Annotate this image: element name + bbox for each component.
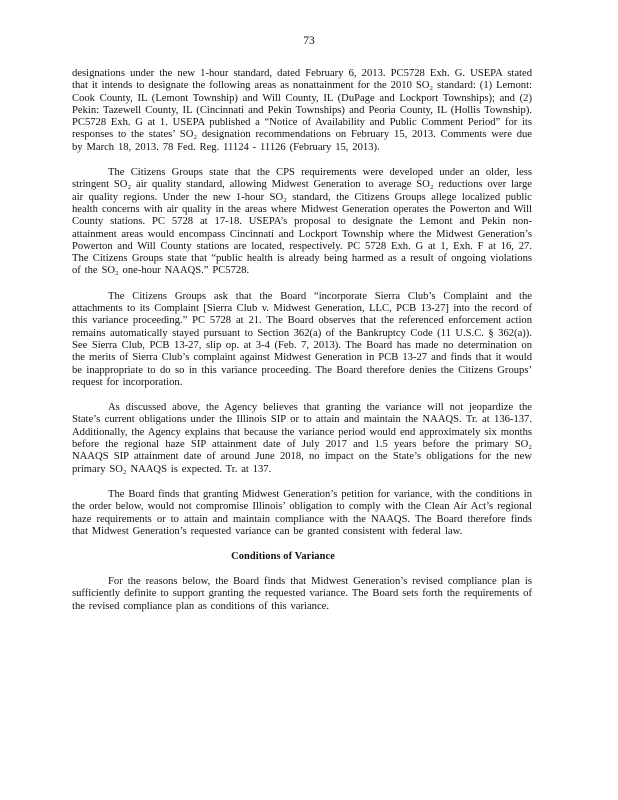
page-number: 73: [303, 35, 315, 47]
paragraph-designations: designations under the new 1-hour standard, dated February 6, 2013. PC5728 Exh. G. USEPA stated that it intends to designate the following areas as nonattainment for the 2010 SO₂ standard: (1) Lemont: Cook County, IL (Lemont Township) and Will County, IL (DuPage and Lockport Townships); and (2) Pekin: Tazewell County, IL (Cincinnati and Pekin Townships) and Peoria County, IL (Hollis Township). PC5728 Exh. G at 1. USEPA published a “Notice of Availability and Public Comment Period” for its responses to the states’ SO₂ designation recommendations on February 15, 2013. Comments were due by March 18, 2013. 78 Fed. Reg. 11124 - 11126 (February 15, 2013).: [72, 68, 532, 153]
paragraph-agency-sip: As discussed above, the Agency believes that granting the variance will not jeopardize the State’s current obligations under the Illinois SIP or to attain and maintain the NAAQS. Tr. at 136-137. Additionally, the Agency explains that because the variance period would end approximately six months before the regional haze SIP attainment date of July 2017 and 1.5 years before the primary SO₂ NAAQS SIP attainment date of around June 2018, no impact on the State’s obligations for the new primary SO₂ NAAQS is expected. Tr. at 137.: [72, 402, 532, 475]
paragraph-incorporation-request: The Citizens Groups ask that the Board “incorporate Sierra Club’s Complaint and the attachments to its Complaint [Sierra Club v. Midwest Generation, LLC, PCB 13-27] into the record of this variance proceeding.” PC 5728 at 21. The Board observes that the referenced enforcement action remains automatically stayed pursuant to Section 362(a) of the Bankruptcy Code (11 U.S.C. § 362(a)). See Sierra Club, PCB 13-27, slip op. at 3-4 (Feb. 7, 2013). The Board has made no determination on the merits of Sierra Club’s complaint against Midwest Generation in PCB 13-27 and finds that it would be inappropriate to do so in this variance proceeding. The Board therefore denies the Citizens Groups’ request for incorporation.: [72, 290, 532, 388]
section-heading-text: Conditions of Variance: [231, 551, 335, 563]
document-body: [72, 68, 532, 626]
section-heading: [72, 551, 532, 562]
paragraph-board-finding: The Board finds that granting Midwest Generation’s petition for variance, with the conditions in the order below, would not compromise Illinois’ obligation to comply with the Clean Air Act’s regional haze requirements or to attain and maintain compliance with the NAAQS. The Board therefore finds that Midwest Generation’s requested variance can be granted consistent with federal law.: [72, 488, 532, 537]
paragraph-compliance-plan: For the reasons below, the Board finds that Midwest Generation’s revised compliance plan is sufficiently definite to support granting the requested variance. The Board sets forth the requirements of the revised compliance plan as conditions of this variance.: [72, 576, 532, 612]
paragraph-citizens-groups-cps: The Citizens Groups state that the CPS requirements were developed under an older, less stringent SO₂ air quality standard, allowing Midwest Generation to average SO₂ reductions over large air quality regions. Under the new 1-hour SO₂ standard, the Citizens Groups allege localized public health concerns with air quality in the areas where Midwest Generation operates the Powerton and Will County stations. PC 5728 at 17-18. USEPA’s proposal to designate the Lemont and Pekin non-attainment areas would encompass Cincinnati and Lockport Township where the Midwest Generation’s Powerton and Will County stations are located, respectively. PC 5728 Exh. G at 1, Exh. F at 16, 27. The Citizens Groups state that “public health is already being harmed as a result of ongoing violations of the SO₂ one-hour NAAQS.” PC5728.: [72, 167, 532, 277]
